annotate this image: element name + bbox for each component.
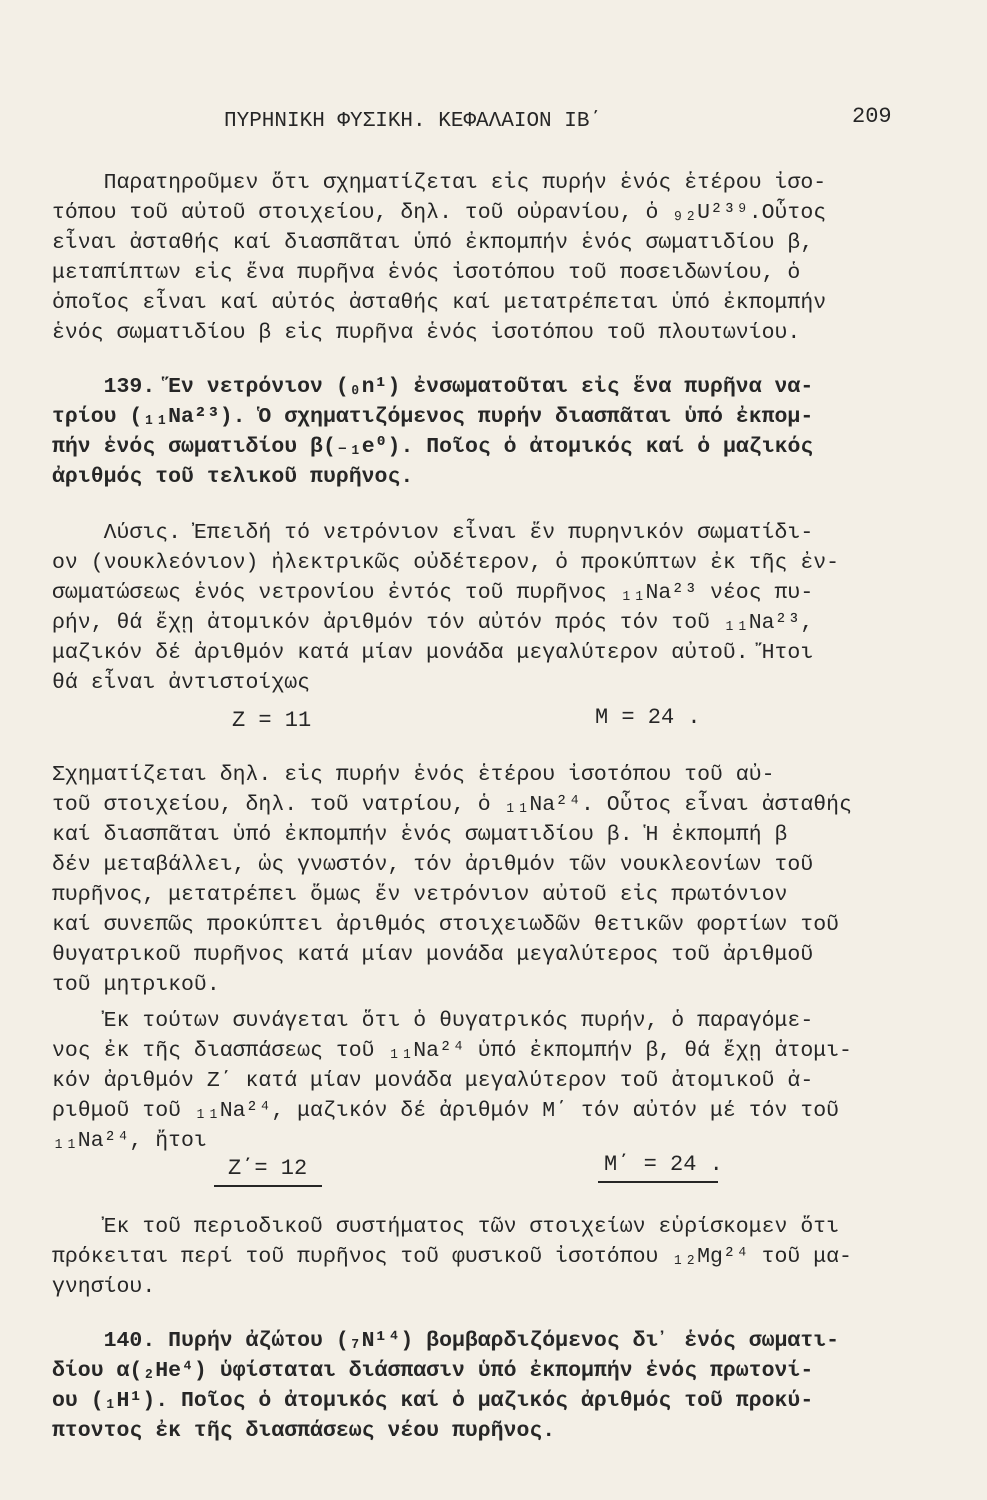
text-line: τοῦ μητρικοῦ. <box>52 973 220 997</box>
problem-140-line: 140. Πυρήν ἀζώτου (₇N¹⁴) βομβαρδιζόμενος δι᾽ ἑνός σωματι- <box>52 1329 840 1353</box>
page-header <box>0 100 987 140</box>
text-line: τοῦ στοιχείου, δηλ. τοῦ νατρίου, ὁ ₁₁Na²⁴. Οὗτος εἶναι ἀσταθής <box>52 793 852 817</box>
text-line: ριθμοῦ τοῦ ₁₁Na²⁴, μαζικόν δέ ἀριθμόν M΄ τόν αὐτόν μέ τόν τοῦ <box>52 1099 840 1123</box>
formula-underline <box>598 1181 718 1183</box>
formula-z-prime: Z΄= 12 <box>228 1156 308 1181</box>
formula-underline <box>214 1185 322 1187</box>
problem-139-line: ἀριθμός τοῦ τελικοῦ πυρῆνος. <box>52 465 414 489</box>
problem-139-line: τρίου (₁₁Na²³). Ὁ σχηματιζόμενος πυρήν διασπᾶται ὑπό ἐκπομ- <box>52 405 814 429</box>
text-line: Ἐκ τοῦ περιοδικοῦ συστήματος τῶν στοιχείων εὑρίσκομεν ὅτι <box>52 1215 840 1239</box>
text-line: γνησίου. <box>52 1275 156 1299</box>
text-line: καί συνεπῶς προκύπτει ἀριθμός στοιχειωδῶν θετικῶν φορτίων τοῦ <box>52 913 840 937</box>
text-line: πυρῆνος, μετατρέπει ὅμως ἕν νετρόνιον αὐτοῦ εἰς πρωτόνιον <box>52 883 788 907</box>
solution-line: ον (νουκλεόνιον) ἠλεκτρικῶς οὐδέτερον, ὁ προκύπτων ἐκ τῆς ἐν- <box>52 551 840 575</box>
problem-140-line: δίου α(₂He⁴) ὑφίσταται διάσπασιν ὑπό ἐκπομπήν ἑνός πρωτονί- <box>52 1359 814 1383</box>
text-line: τόπου τοῦ αὐτοῦ στοιχείου, δηλ. τοῦ οὐρανίου, ὁ ₉₂U²³⁹.Οὗτος <box>52 201 827 225</box>
text-line: ὁποῖος εἶναι καί αὐτός ἀσταθής καί μετατρέπεται ὑπό ἐκπομπήν <box>52 291 827 315</box>
text-line: ἑνός σωματιδίου β εἰς πυρῆνα ἑνός ἰσοτόπου τοῦ πλουτωνίου. <box>52 321 801 345</box>
text-line: μεταπίπτων εἰς ἕνα πυρῆνα ἑνός ἰσοτόπου τοῦ ποσειδωνίου, ὁ <box>52 261 801 285</box>
text-line: Παρατηροῦμεν ὅτι σχηματίζεται εἰς πυρήν ἑνός ἑτέρου ἰσο- <box>52 171 827 195</box>
text-line: δέν μεταβάλλει, ὡς γνωστόν, τόν ἀριθμόν τῶν νουκλεονίων τοῦ <box>52 853 814 877</box>
solution-line: σωματώσεως ἑνός νετρονίου ἐντός τοῦ πυρῆνος ₁₁Na²³ νέος πυ- <box>52 581 814 605</box>
solution-line: θά εἶναι ἀντιστοίχως <box>52 671 311 695</box>
text-line: ₁₁Na²⁴, ἤτοι <box>52 1129 207 1153</box>
text-line: εἶναι ἀσταθής καί διασπᾶται ὑπό ἐκπομπήν ἑνός σωματιδίου β, <box>52 231 814 255</box>
formula-z: Z = 11 <box>232 708 312 733</box>
page-number: 209 <box>852 104 892 129</box>
text-line: κόν ἀριθμόν Z΄ κατά μίαν μονάδα μεγαλύτερον τοῦ ἀτομικοῦ ἀ- <box>52 1069 814 1093</box>
running-head: ΠΥΡΗΝΙΚΗ ΦΥΣΙΚΗ. ΚΕΦΑΛΑΙΟΝ ΙΒ΄ <box>224 110 603 133</box>
solution-line: Λύσις. Ἐπειδή τό νετρόνιον εἶναι ἕν πυρηνικόν σωματίδι- <box>52 521 814 545</box>
text-line: θυγατρικοῦ πυρῆνος κατά μίαν μονάδα μεγαλύτερος τοῦ ἀριθμοῦ <box>52 943 814 967</box>
formula-m: M = 24 . <box>595 705 701 730</box>
problem-139-line: πήν ἑνός σωματιδίου β(₋₁e⁰). Ποῖος ὁ ἀτομικός καί ὁ μαζικός <box>52 435 814 459</box>
solution-line: ρήν, θά ἔχῃ ἀτομικόν ἀριθμόν τόν αὐτόν πρός τόν τοῦ ₁₁Na²³, <box>52 611 814 635</box>
problem-140-line: πτοντος ἐκ τῆς διασπάσεως νέου πυρῆνος. <box>52 1419 556 1443</box>
solution-line: μαζικόν δέ ἀριθμόν κατά μίαν μονάδα μεγαλύτερον αὐτοῦ. Ἤτοι <box>52 641 814 665</box>
problem-139-line: 139. Ἕν νετρόνιον (₀n¹) ἐνσωματοῦται εἰς ἕνα πυρῆνα να- <box>52 375 814 399</box>
formula-m-prime: M΄ = 24 . <box>604 1152 723 1177</box>
problem-140-line: ου (₁H¹). Ποῖος ὁ ἀτομικός καί ὁ μαζικός ἀριθμός τοῦ προκύ- <box>52 1389 814 1413</box>
text-line: νος ἐκ τῆς διασπάσεως τοῦ ₁₁Na²⁴ ὑπό ἐκπομπήν β, θά ἔχῃ ἀτομι- <box>52 1039 852 1063</box>
text-line: πρόκειται περί τοῦ πυρῆνος τοῦ φυσικοῦ ἰσοτόπου ₁₂Mg²⁴ τοῦ μα- <box>52 1245 852 1269</box>
text-line: Σχηματίζεται δηλ. εἰς πυρήν ἑνός ἑτέρου ἰσοτόπου τοῦ αὐ- <box>52 763 775 787</box>
text-line: καί διασπᾶται ὑπό ἐκπομπήν ἑνός σωματιδίου β. Ἡ ἐκπομπή β <box>52 823 788 847</box>
text-line: Ἐκ τούτων συνάγεται ὅτι ὁ θυγατρικός πυρήν, ὁ παραγόμε- <box>52 1009 814 1033</box>
